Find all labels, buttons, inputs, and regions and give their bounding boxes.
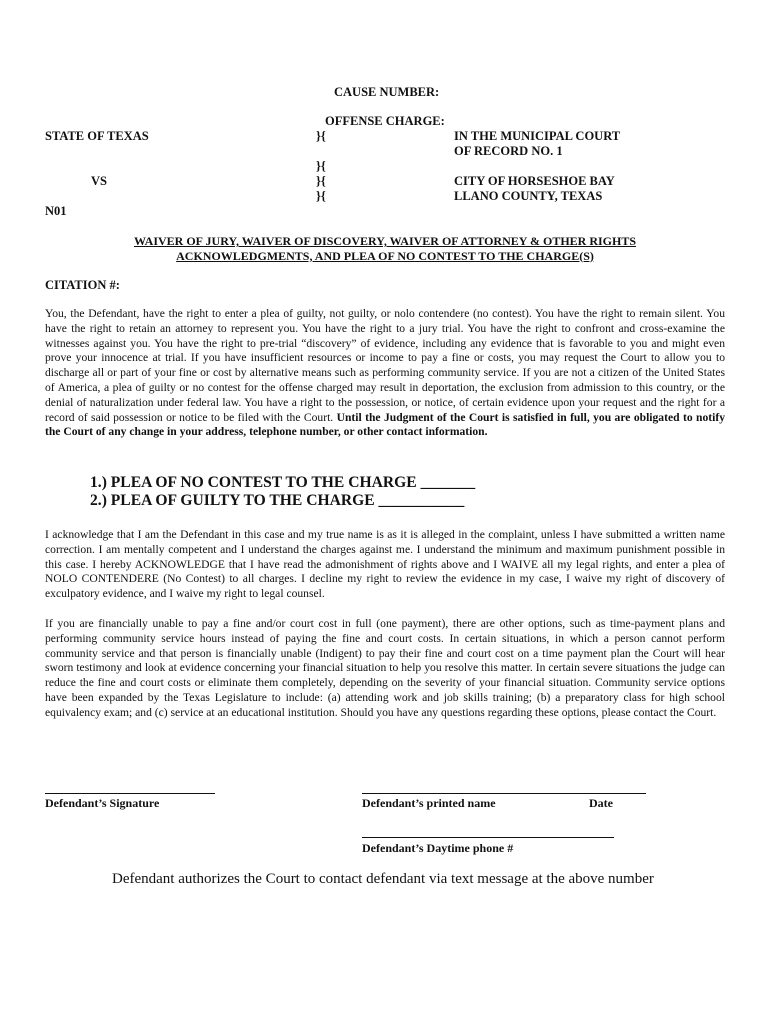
printed-name-label: Defendant’s printed name [362, 796, 496, 810]
court-name-line2: OF RECORD NO. 1 [454, 144, 563, 158]
vs-label: VS [91, 174, 107, 188]
cause-number-label: CAUSE NUMBER: [334, 85, 440, 99]
financial-paragraph: If you are financially unable to pay a fine and/or court cost in full (one payment), there are other options, such as time-payment plans and performing community service hours instead of paying the fine and court costs. In certain situations, in which a person cannot perform community service and that person is financially unable (Indigent) to pay their fine and court cost on a time payment plan the Court will hear sworn testimony and look at evidence concerning your financial situation to help you resolve this matter. In certain severe situations the judge can reduce the fine and court costs or eliminate them completely, depending on the severity of your financial situation. Community service options have been expanded by the Texas Legislature to include: (a) attending work and job skills training; (b) a preparatory class for high school equivalency exam; and (c) service at an educational institution. Should you have any questions regarding these options, please contact the Court. [45, 617, 725, 719]
printed-name-date-line[interactable] [362, 793, 646, 794]
document-title-line1: WAIVER OF JURY, WAIVER OF DISCOVERY, WAIVER OF ATTORNEY & OTHER RIGHTS [133, 234, 637, 248]
city-line1: CITY OF HORSESHOE BAY [454, 174, 615, 188]
offense-charge-label: OFFENSE CHARGE: [325, 114, 445, 128]
phone-label: Defendant’s Daytime phone # [362, 841, 514, 855]
bracket-4: }{ [316, 189, 326, 203]
state-label: STATE OF TEXAS [45, 129, 149, 143]
phone-line[interactable] [362, 837, 614, 838]
text-message-authorization: Defendant authorizes the Court to contact defendant via text message at the above number [112, 871, 654, 887]
document-title-line2: ACKNOWLEDGMENTS, AND PLEA OF NO CONTEST TO THE CHARGE(S) [176, 248, 594, 263]
defendant-id: N01 [45, 204, 67, 218]
acknowledgment-paragraph: I acknowledge that I am the Defendant in this case and my true name is as it is alleged in the complaint, unless I have submitted a written name correction. I am mentally competent and I understand the charges against me. I understand the minimum and maximum punishment possible in this case. I hereby ACKNOWLEDGE that I have read the admonishment of rights above and I WAIVE all my legal rights, and enter a plea of NOLO CONTENDERE (No Contest) to all charges. I decline my right to review the evidence in my case, I waive my right of discovery of exculpatory evidence, and I waive my right to legal counsel. [45, 528, 725, 601]
city-line2: LLANO COUNTY, TEXAS [454, 189, 603, 203]
bracket-3: }{ [316, 174, 326, 188]
plea-guilty[interactable]: 2.) PLEA OF GUILTY TO THE CHARGE ___________ [90, 492, 465, 509]
citation-label: CITATION #: [45, 278, 120, 292]
bracket-1: }{ [316, 129, 326, 143]
rights-paragraph [45, 307, 725, 440]
bracket-2: }{ [316, 159, 326, 173]
rights-paragraph-text: You, the Defendant, have the right to enter a plea of guilty, not guilty, or nolo contendere (no contest). You have the right to remain silent. You have the right to retain an attorney to represent you. You have the right to a jury trial. You have the right to confront and cross-examine the witnesses against you. You have the right to pre-trial “discovery” of evidence, including any evidence that is favorable to you and might even prove your innocence at trial. If you have insufficient resources or income to pay a fine or costs, you may request the Court to allow you to discharge all or part of your fine or cost by alternative means such as performing community service. If you are not a citizen of the United States of America, a plea of guilty or no contest for the offense charged may result in deportation, the exclusion from admission to this country, or the denial of naturalization under federal law. You have a right to the possession, or notice, of certain evidence upon your request and the right for a record of said possession or notice to be filed with the Court. [45, 307, 725, 424]
document-title [45, 234, 725, 263]
rights-paragraph-bold-text: Until the Judgment of the Court is satisfied in full, you are obligated to notify the Court of any change in your address, telephone number, or other contact information. [45, 410, 725, 439]
signature-line[interactable] [45, 793, 215, 794]
date-label: Date [589, 796, 613, 810]
signature-label: Defendant’s Signature [45, 796, 160, 810]
plea-no-contest[interactable]: 1.) PLEA OF NO CONTEST TO THE CHARGE _______ [90, 474, 476, 491]
court-name-line1: IN THE MUNICIPAL COURT [454, 129, 621, 143]
